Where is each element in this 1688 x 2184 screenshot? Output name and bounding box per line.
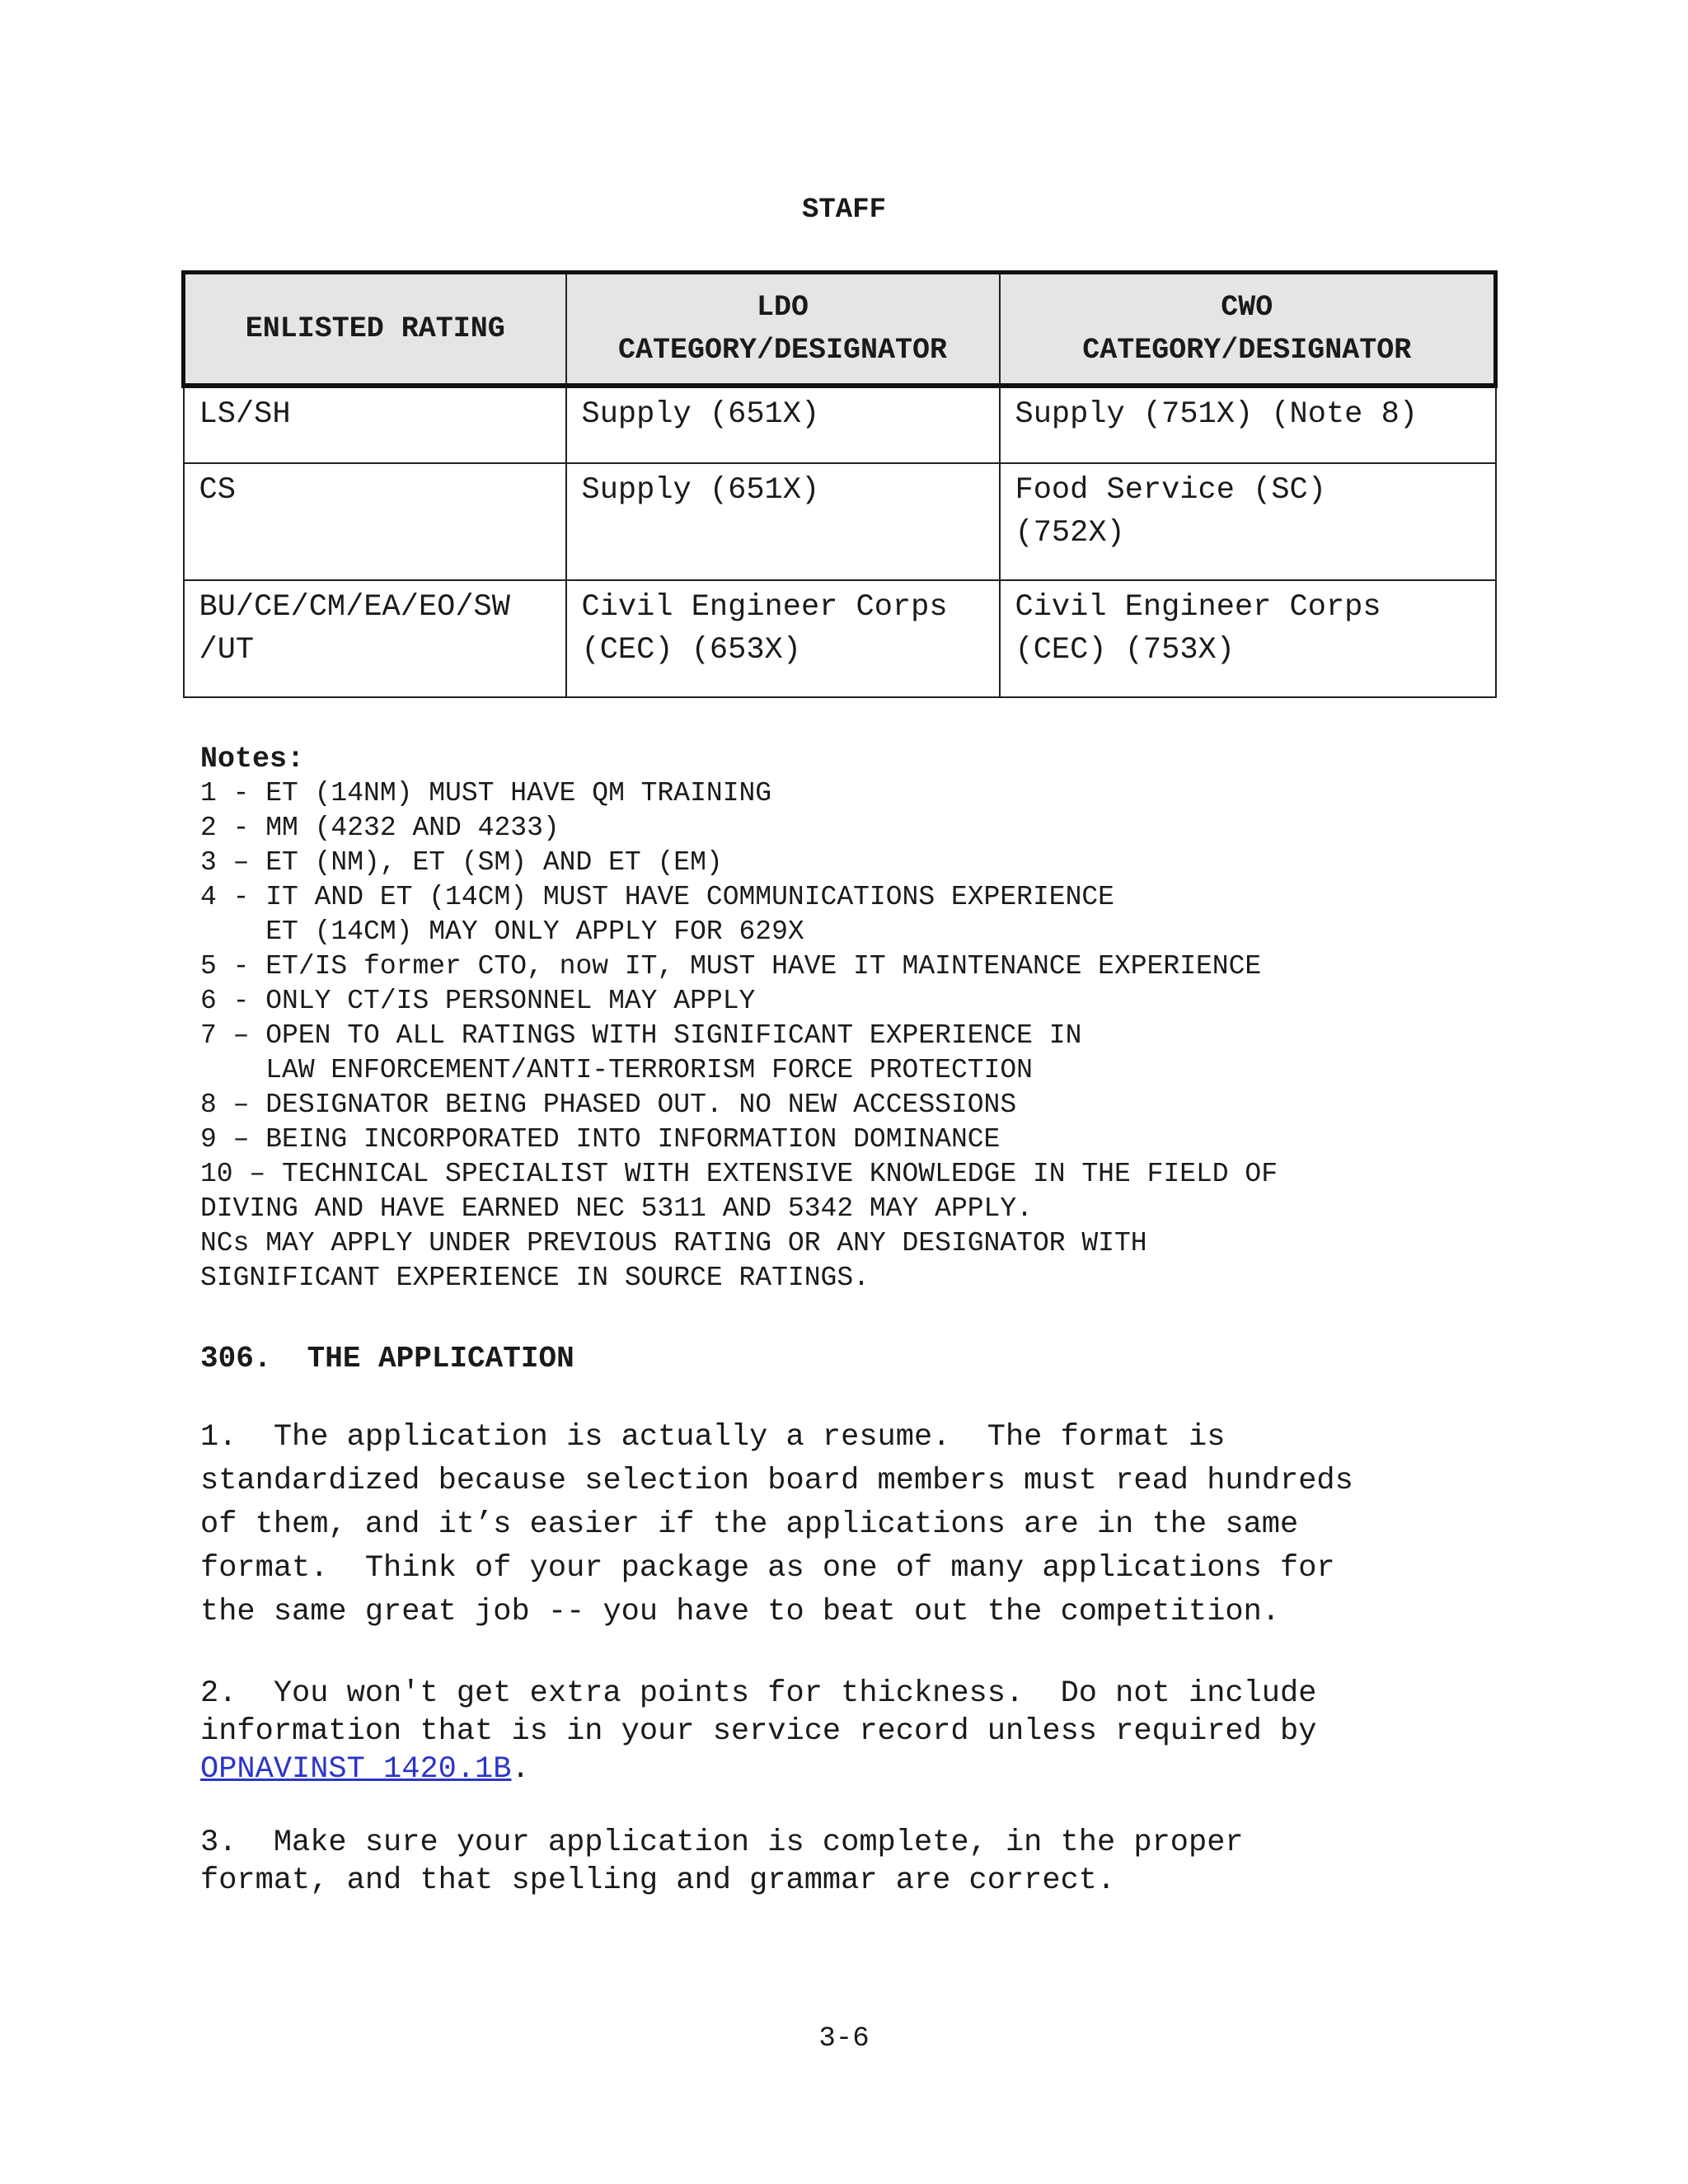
table-row (184, 580, 1496, 697)
notes-section (200, 742, 1278, 1296)
page-number: 3-6 (818, 2023, 870, 2055)
table-cell: CS (184, 463, 566, 580)
table-cell: BU/CE/CM/EA/EO/SW /UT (184, 580, 566, 697)
table-cell: Civil Engineer Corps (CEC) (753X) (1000, 580, 1496, 697)
header-cwo: CWO CATEGORY/DESIGNATOR (1000, 273, 1496, 387)
paragraph-2-text: 2. You won't get extra points for thickness. Do not include information that is in your service record unless required by (200, 1676, 1317, 1749)
table-row (184, 463, 1496, 580)
paragraph-1: 1. The application is actually a resume. The format is standardized because selection board members must read hundreds of them, and it’s easier if the applications are in the same format. Think of your package as one of many applications for the same great job -- you have to beat out the competition. (200, 1420, 1353, 1629)
note-line: 9 – BEING INCORPORATED INTO INFORMATION DOMINANCE (200, 1124, 1001, 1155)
paragraph-2 (200, 1675, 1316, 1788)
note-line: 7 – OPEN TO ALL RATINGS WITH SIGNIFICANT EXPERIENCE IN (200, 1020, 1082, 1051)
table-row (184, 386, 1496, 463)
table-cell: Civil Engineer Corps (CEC) (653X) (566, 580, 1000, 697)
paragraph-3: 3. Make sure your application is complete, in the proper format, and that spelling and grammar are correct. (200, 1825, 1244, 1898)
table-cell: Supply (651X) (566, 386, 1000, 463)
note-line: NCs MAY APPLY UNDER PREVIOUS RATING OR ANY DESIGNATOR WITH (200, 1228, 1147, 1258)
table-cell: Supply (651X) (566, 463, 1000, 580)
table-header-row (184, 273, 1496, 387)
table-cell: LS/SH (184, 386, 566, 463)
table-cell: Food Service (SC) (752X) (1000, 463, 1496, 580)
opnavinst-link[interactable]: OPNAVINST 1420.1B (200, 1752, 512, 1787)
note-line: 2 - MM (4232 AND 4233) (200, 813, 560, 843)
note-line: 6 - ONLY CT/IS PERSONNEL MAY APPLY (200, 986, 756, 1016)
section-heading: 306. THE APPLICATION (200, 1342, 574, 1376)
note-line: 8 – DESIGNATOR BEING PHASED OUT. NO NEW ACCESSIONS (200, 1090, 1017, 1120)
note-line: 10 – TECHNICAL SPECIALIST WITH EXTENSIVE KNOWLEDGE IN THE FIELD OF (200, 1159, 1278, 1189)
note-line: 3 – ET (NM), ET (SM) AND ET (EM) (200, 847, 723, 878)
page-title: STAFF (801, 194, 887, 226)
note-line: 4 - IT AND ET (14CM) MUST HAVE COMMUNICATIONS EXPERIENCE (200, 882, 1114, 912)
note-line: SIGNIFICANT EXPERIENCE IN SOURCE RATINGS. (200, 1263, 870, 1293)
table-cell: Supply (751X) (Note 8) (1000, 386, 1496, 463)
note-line: LAW ENFORCEMENT/ANTI-TERRORISM FORCE PROTECTION (200, 1055, 1033, 1085)
header-ldo: LDO CATEGORY/DESIGNATOR (566, 273, 1000, 387)
note-line: 1 - ET (14NM) MUST HAVE QM TRAINING (200, 778, 772, 808)
note-line: DIVING AND HAVE EARNED NEC 5311 AND 5342 MAY APPLY. (200, 1193, 1033, 1224)
paragraph-2-end: . (511, 1752, 530, 1787)
note-line: ET (14CM) MAY ONLY APPLY FOR 629X (200, 916, 804, 947)
header-enlisted-rating: ENLISTED RATING (184, 273, 566, 387)
notes-heading: Notes: (200, 743, 305, 776)
designator-table (181, 270, 1498, 698)
note-line: 5 - ET/IS former CTO, now IT, MUST HAVE IT MAINTENANCE EXPERIENCE (200, 951, 1262, 982)
